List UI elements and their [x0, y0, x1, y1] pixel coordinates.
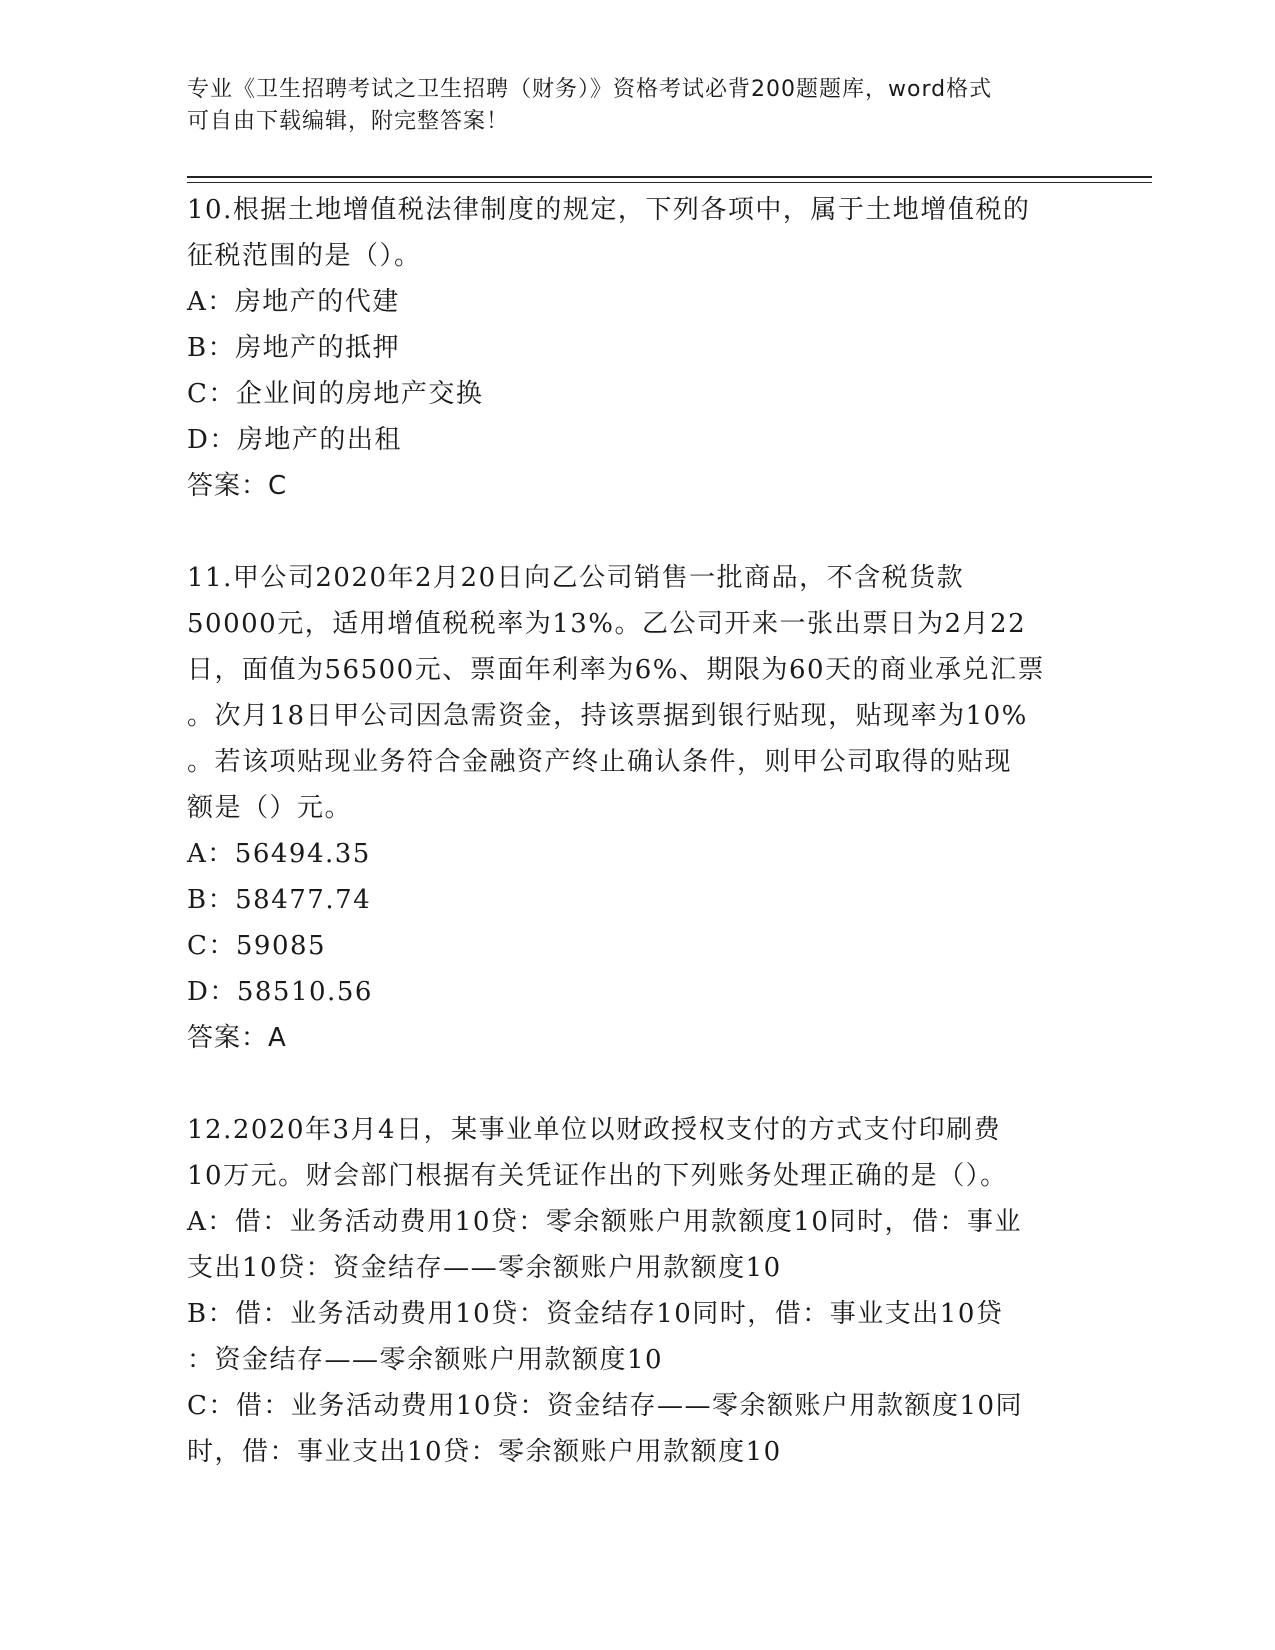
answer-option [187, 279, 1087, 325]
question-spacer [187, 509, 1087, 555]
question-stem [187, 187, 1087, 279]
answer-option [187, 1199, 1087, 1291]
answer-option-line: C：59085 [187, 931, 327, 961]
answer-option [187, 1383, 1087, 1475]
answer-option-line: A：房地产的代建 [187, 287, 400, 317]
question-stem-line: 50000元，适用增值税税率为13%。乙公司开来一张出票日为2月22 [187, 609, 1027, 639]
answer-option [187, 969, 1087, 1015]
question-stem-line: 。若该项贴现业务符合金融资产终止确认条件，则甲公司取得的贴现 [187, 747, 1013, 777]
header-line-2: 可自由下载编辑，附完整答案！ [187, 109, 510, 134]
answer-option-line: C：借：业务活动费用10贷：资金结存——零余额账户用款额度10同 [187, 1391, 1024, 1421]
question-block [187, 1107, 1087, 1475]
question-stem-line: 。次月18日甲公司因急需资金，持该票据到银行贴现，贴现率为10% [187, 701, 1028, 731]
answer-option-line: D：房地产的出租 [187, 425, 402, 455]
answer-option-line: D：58510.56 [187, 977, 373, 1007]
answer-option-line: C：企业间的房地产交换 [187, 379, 484, 409]
answer-option-line: A：借：业务活动费用10贷：零余额账户用款额度10同时，借：事业 [187, 1207, 1022, 1237]
document-header [187, 74, 1067, 138]
answer-option-line: 时，借：事业支出10贷：零余额账户用款额度10 [187, 1437, 782, 1467]
answer-key: 答案：A [187, 1023, 287, 1053]
question-stem-line: 11.甲公司2020年2月20日向乙公司销售一批商品，不含税货款 [187, 563, 965, 593]
question-stem-line: 12.2020年3月4日，某事业单位以财政授权支付的方式支付印刷费 [187, 1115, 1002, 1145]
question-stem [187, 1107, 1087, 1199]
question-stem [187, 555, 1087, 831]
answer-option-line: B：借：业务活动费用10贷：资金结存10同时，借：事业支出10贷 [187, 1299, 1004, 1329]
answer-option-line: ：资金结存——零余额账户用款额度10 [187, 1345, 664, 1375]
answer-option-line: B：房地产的抵押 [187, 333, 401, 363]
question-stem-line: 征税范围的是（）。 [187, 241, 422, 271]
question-stem-line: 日，面值为56500元、票面年利率为6%、期限为60天的商业承兑汇票 [187, 655, 1046, 685]
question-stem-line: 额是（）元。 [187, 793, 353, 823]
answer-option [187, 877, 1087, 923]
answer-option [187, 831, 1087, 877]
header-divider-thin [187, 182, 1152, 183]
header-divider-thick [187, 176, 1152, 178]
question-spacer [187, 1061, 1087, 1107]
header-line-1: 专业《卫生招聘考试之卫生招聘（财务）》资格考试必背200题题库，word格式 [187, 77, 993, 102]
answer-option [187, 371, 1087, 417]
answer-option-line: B：58477.74 [187, 885, 372, 915]
question-list [187, 187, 1087, 1475]
answer-option-line: A：56494.35 [187, 839, 371, 869]
answer-option [187, 325, 1087, 371]
question-stem-line: 10.根据土地增值税法律制度的规定，下列各项中，属于土地增值税的 [187, 195, 1031, 225]
question-stem-line: 10万元。财会部门根据有关凭证作出的下列账务处理正确的是（）。 [187, 1161, 1008, 1191]
answer-option-line: 支出10贷：资金结存——零余额账户用款额度10 [187, 1253, 782, 1283]
question-block [187, 187, 1087, 509]
answer-key: 答案：C [187, 471, 288, 501]
answer-option [187, 417, 1087, 463]
answer-option [187, 923, 1087, 969]
answer-option [187, 1291, 1087, 1383]
question-block [187, 555, 1087, 1061]
